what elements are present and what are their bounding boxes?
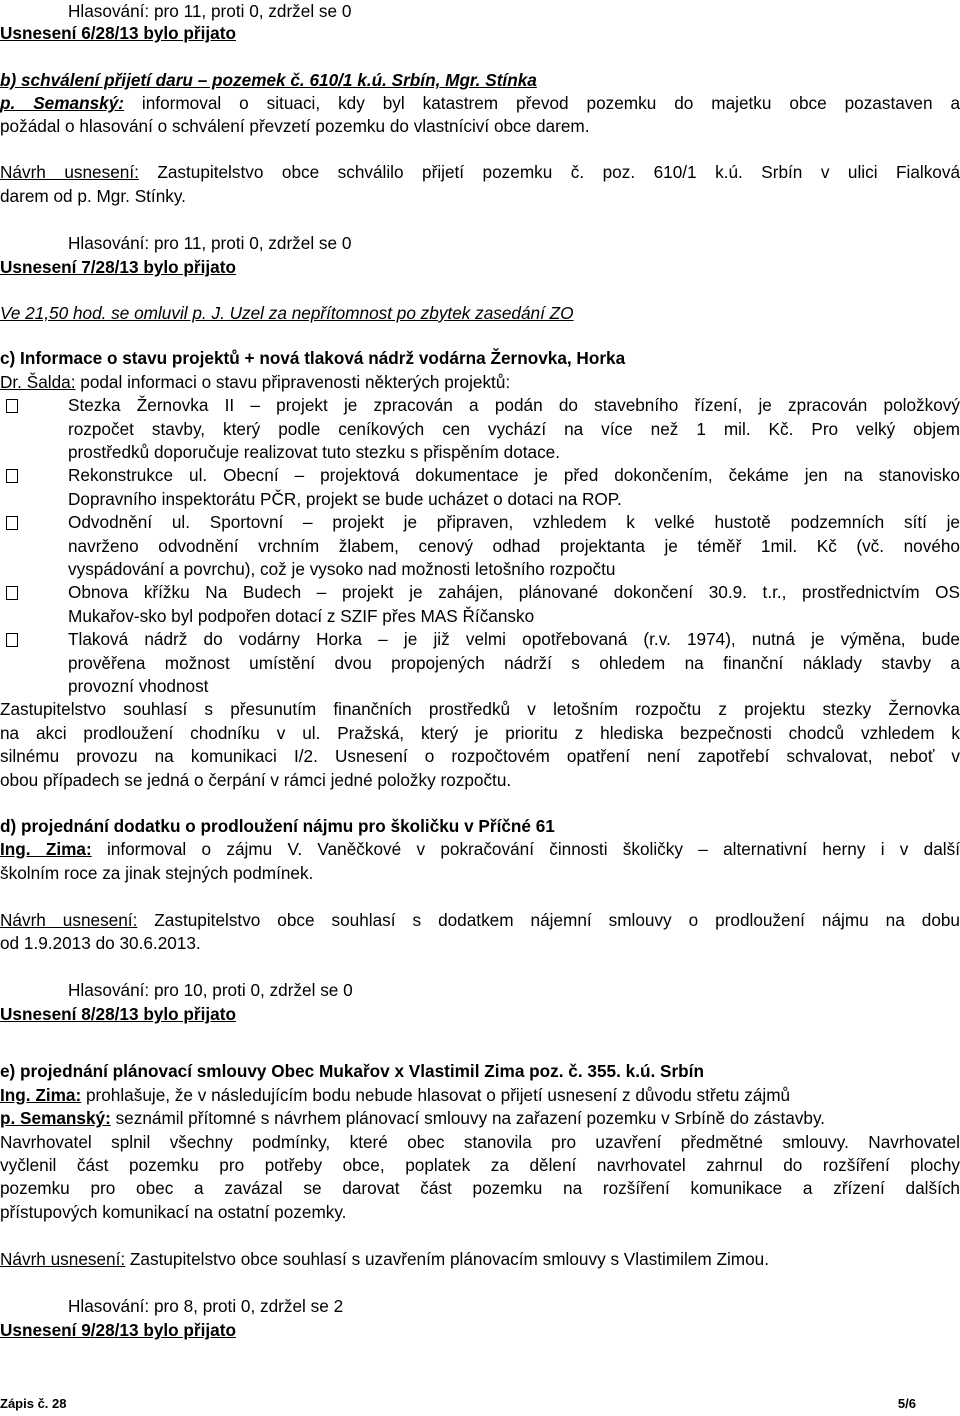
proposal-label: Návrh usnesení: bbox=[0, 162, 139, 182]
resolution-proposal bbox=[0, 1248, 960, 1272]
list-item-cont: rozpočet stavby, který podle ceníkových cen vychází na více než 1 mil. Kč. Pro velký objem bbox=[68, 419, 960, 439]
speaker-name: p. Semanský: bbox=[0, 1108, 111, 1128]
list-item: Rekonstrukce ul. Obecní – projektová dokumentace je před dokončením, čekáme jen na stanovisko bbox=[68, 465, 960, 485]
section-e-heading: e) projednání plánovací smlouvy Obec Mukařov x Vlastimil Zima poz. č. 355. k.ú. Srbín bbox=[0, 1061, 704, 1081]
list-item-cont: provozní vhodnost bbox=[68, 676, 209, 696]
vote-result: Hlasování: pro 8, proti 0, zdržel se 2 bbox=[68, 1296, 344, 1316]
bullet-icon bbox=[6, 399, 18, 413]
paragraph-line bbox=[0, 838, 960, 862]
paragraph-line: školním roce za jinak stejných podmínek. bbox=[0, 863, 314, 883]
paragraph-line: od 1.9.2013 do 30.6.2013. bbox=[0, 933, 201, 953]
proposal-text: Zastupitelstvo obce schválilo přijetí pozemku č. poz. 610/1 k.ú. Srbín v ulici Fialková bbox=[138, 162, 960, 182]
speaker-name: Ing. Zima: bbox=[0, 1085, 82, 1105]
resolution-proposal bbox=[0, 161, 960, 185]
vote-result: Hlasování: pro 11, proti 0, zdržel se 0 bbox=[68, 233, 352, 253]
list-item-cont: vyspádování a povrchu), což je vysoko nad možnosti letošního rozpočtu bbox=[68, 559, 616, 579]
vote-result: Hlasování: pro 10, proti 0, zdržel se 0 bbox=[68, 980, 353, 1000]
resolution-proposal bbox=[0, 909, 960, 933]
paragraph-text: informoval o situaci, kdy byl katastrem převod pozemku do majetku obce pozastaven a bbox=[123, 93, 960, 113]
paragraph-text: podal informaci o stavu připravenosti některých projektů: bbox=[75, 372, 511, 392]
bullet-icon bbox=[6, 469, 18, 483]
paragraph-line: na akci prodloužení chodníku v ul. Pražská, který je prioritu z hlediska bezpečnosti chodců vzhledem k bbox=[0, 723, 960, 743]
list-item-cont: Dopravního inspektorátu PČR, projekt se bude ucházet o dotaci na ROP. bbox=[68, 489, 622, 509]
list-item: Stezka Žernovka II – projekt je zpracován a podán do stavebního řízení, je zpracován položkový bbox=[68, 395, 960, 415]
paragraph-text: informoval o zájmu V. Vaněčkové v pokračování činnosti školičky – alternativní herny i v další bbox=[91, 839, 960, 859]
list-item: Odvodnění ul. Sportovní – projekt je připraven, vzhledem k velké hustotě podzemních sítí je bbox=[68, 512, 960, 532]
paragraph-line: přístupových komunikací na ostatní pozemky. bbox=[0, 1202, 347, 1222]
list-item-cont: Mukařov-sko byl podpořen dotací z SZIF přes MAS Říčansko bbox=[68, 606, 535, 626]
section-b-heading: b) schválení přijetí daru – pozemek č. 610/1 k.ú. Srbín, Mgr. Stínka bbox=[0, 70, 537, 90]
list-item-cont: prověřena možnost umístění dvou propojených nádrží s ohledem na finanční náklady stavby a bbox=[68, 653, 960, 673]
footer-doc-id: Zápis č. 28 bbox=[0, 1396, 67, 1411]
paragraph-text: prohlašuje, že v následujícím bodu nebude hlasovat o přijetí usnesení z důvodu střetu zájmů bbox=[81, 1085, 791, 1105]
resolution-9: Usnesení 9/28/13 bylo přijato bbox=[0, 1320, 236, 1340]
paragraph-line bbox=[0, 1084, 960, 1108]
resolution-8: Usnesení 8/28/13 bylo přijato bbox=[0, 1004, 236, 1024]
paragraph-line: pozemku pro obec a zavázal se darovat část pozemku na rozšíření komunikace a zřízení dalších bbox=[0, 1178, 960, 1198]
bullet-icon bbox=[6, 633, 18, 647]
list-item-cont: navrženo odvodnění vrchním žlabem, cenový odhad projektanta je téměř 1mil. Kč (vč. nového bbox=[68, 536, 960, 556]
paragraph-line: Navrhovatel splnil všechny podmínky, které obec stanovila pro uzavření předmětné smlouvy. Navrhovatel bbox=[0, 1132, 960, 1152]
vote-result: Hlasování: pro 11, proti 0, zdržel se 0 bbox=[68, 1, 352, 21]
proposal-label: Návrh usnesení: bbox=[0, 910, 138, 930]
paragraph-line: požádal o hlasování o schválení převzetí pozemku do vlastníciví obce darem. bbox=[0, 116, 590, 136]
paragraph-line bbox=[0, 92, 960, 116]
speaker-name: Ing. Zima: bbox=[0, 839, 92, 859]
paragraph-line: darem od p. Mgr. Stínky. bbox=[0, 186, 186, 206]
absence-note: Ve 21,50 hod. se omluvil p. J. Uzel za nepřítomnost po zbytek zasedání ZO bbox=[0, 303, 574, 323]
footer-page-number: 5/6 bbox=[897, 1396, 916, 1411]
proposal-text: Zastupitelstvo obce souhlasí s uzavřením plánovacím smlouvy s Vlastimilem Zimou. bbox=[125, 1249, 769, 1269]
paragraph-line bbox=[0, 371, 960, 395]
section-d-heading: d) projednání dodatku o prodloužení nájmu pro školičku v Příčné 61 bbox=[0, 816, 555, 836]
list-item-cont: prostředků doporučuje realizovat tuto stezku s přispěním dotace. bbox=[68, 442, 561, 462]
speaker-name: p. Semanský: bbox=[0, 93, 124, 113]
paragraph-line bbox=[0, 1107, 960, 1131]
paragraph-line: obou případech se jedná o čerpání v rámci jedné položky rozpočtu. bbox=[0, 770, 512, 790]
paragraph-line: Zastupitelstvo souhlasí s přesunutím finančních prostředků v letošním rozpočtu z projektu stezky Žernovka bbox=[0, 699, 960, 719]
proposal-text: Zastupitelstvo obce souhlasí s dodatkem nájemní smlouvy o prodloužení nájmu na dobu bbox=[137, 910, 960, 930]
proposal-label: Návrh usnesení: bbox=[0, 1249, 126, 1269]
section-c-heading: c) Informace o stavu projektů + nová tlaková nádrž vodárna Žernovka, Horka bbox=[0, 348, 626, 368]
paragraph-line: vyčlenil část pozemku pro potřeby obce, poplatek za dělení navrhovatel zahrnul do rozšíření plochy bbox=[0, 1155, 960, 1175]
speaker-name: Dr. Šalda: bbox=[0, 372, 76, 392]
list-item: Tlaková nádrž do vodárny Horka – je již velmi opotřebovaná (r.v. 1974), nutná je výměna, bude bbox=[68, 629, 960, 649]
paragraph-text: seznámil přítomné s návrhem plánovací smlouvy na zařazení pozemku v Srbíně do zástavby. bbox=[110, 1108, 826, 1128]
resolution-6: Usnesení 6/28/13 bylo přijato bbox=[0, 23, 236, 43]
bullet-icon bbox=[6, 586, 18, 600]
resolution-7: Usnesení 7/28/13 bylo přijato bbox=[0, 257, 236, 277]
bullet-icon bbox=[6, 516, 18, 530]
paragraph-line: silnému provozu na komunikaci I/2. Usnesení o rozpočtovém opatření není zapotřebí schvalovat, neboť v bbox=[0, 746, 960, 766]
list-item: Obnova křížku Na Budech – projekt je zahájen, plánované dokončení 30.9. t.r., prostřednictvím OS bbox=[68, 582, 960, 602]
